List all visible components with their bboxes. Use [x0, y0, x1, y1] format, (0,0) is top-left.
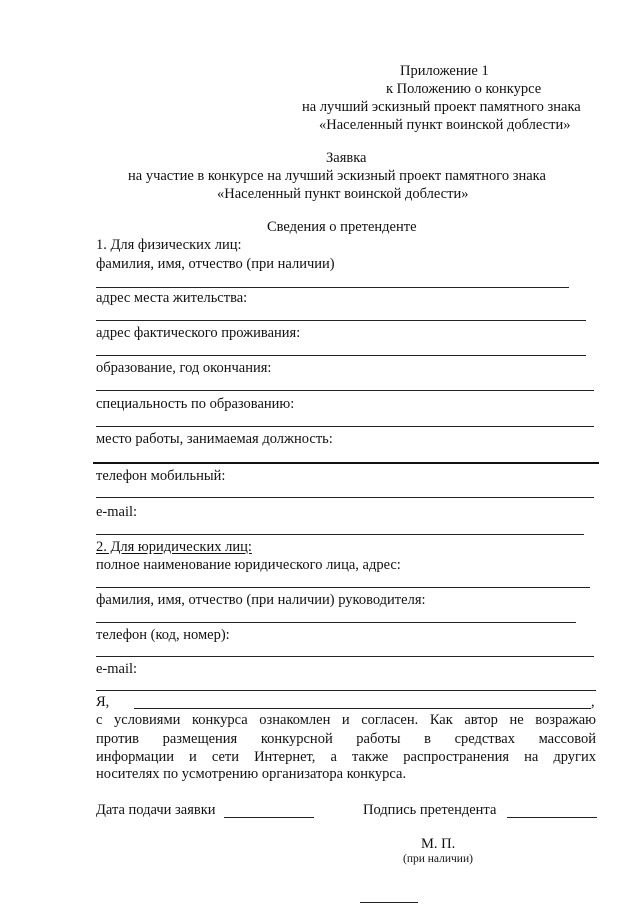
form-contest-name: «Населенный пункт воинской доблести»: [217, 186, 469, 202]
education-label: образование, год окончания:: [96, 360, 272, 376]
workplace-field[interactable]: [93, 462, 599, 464]
submission-date-label: Дата подачи заявки: [96, 802, 216, 818]
full-name-field[interactable]: [96, 287, 569, 288]
entity-phone-field[interactable]: [96, 656, 594, 657]
declaration-i-label: Я,: [96, 694, 110, 710]
appendix-contest-name: «Населенный пункт воинской доблести»: [319, 117, 571, 133]
declaration-line-1: с условиями конкурса ознакомлен и согласен. Как автор не возражаю: [96, 712, 596, 728]
appendix-reference: к Положению о конкурсе: [386, 81, 542, 97]
mobile-phone-label: телефон мобильный:: [96, 468, 226, 484]
form-subtitle: на участие в конкурсе на лучший эскизный проект памятного знака: [128, 168, 546, 184]
entity-phone-label: телефон (код, номер):: [96, 627, 230, 643]
residence-address-field[interactable]: [96, 320, 586, 321]
entity-email-field[interactable]: [96, 690, 596, 691]
workplace-label: место работы, занимаемая должность:: [96, 431, 333, 447]
mobile-phone-field[interactable]: [96, 497, 594, 498]
email-label: e-mail:: [96, 504, 138, 520]
head-name-field[interactable]: [96, 622, 576, 623]
stamp-label: М. П.: [421, 836, 456, 852]
entity-name-label: полное наименование юридического лица, адрес:: [96, 557, 401, 573]
entity-name-field[interactable]: [96, 587, 590, 588]
individuals-heading: 1. Для физических лиц:: [96, 237, 242, 253]
form-title: Заявка: [326, 150, 367, 166]
legal-entities-heading: 2. Для юридических лиц:: [96, 539, 252, 555]
declaration-name-field[interactable]: [134, 708, 591, 709]
education-field[interactable]: [96, 390, 594, 391]
actual-address-label: адрес фактического проживания:: [96, 325, 301, 341]
specialty-field[interactable]: [96, 426, 594, 427]
declaration-line-2: против размещения конкурсной работы в средствах массовой: [96, 731, 596, 747]
head-name-label: фамилия, имя, отчество (при наличии) руководителя:: [96, 592, 426, 608]
page-bottom-rule: [360, 902, 418, 903]
declaration-line-3: информации и сети Интернет, а также распространения на других: [96, 749, 596, 765]
section-title: Сведения о претенденте: [267, 219, 417, 235]
full-name-label: фамилия, имя, отчество (при наличии): [96, 256, 335, 272]
appendix-subject: на лучший эскизный проект памятного знака: [302, 99, 581, 115]
signature-label: Подпись претендента: [363, 802, 497, 818]
email-field[interactable]: [96, 534, 584, 535]
signature-field[interactable]: [507, 817, 597, 818]
submission-date-field[interactable]: [224, 817, 314, 818]
stamp-note: (при наличии): [403, 853, 473, 865]
residence-address-label: адрес места жительства:: [96, 290, 248, 306]
appendix-number: Приложение 1: [400, 63, 489, 79]
actual-address-field[interactable]: [96, 355, 586, 356]
specialty-label: специальность по образованию:: [96, 396, 295, 412]
entity-email-label: e-mail:: [96, 661, 138, 677]
declaration-line-4: носителях по усмотрению организатора конкурса.: [96, 766, 407, 782]
declaration-comma: ,: [591, 694, 595, 710]
